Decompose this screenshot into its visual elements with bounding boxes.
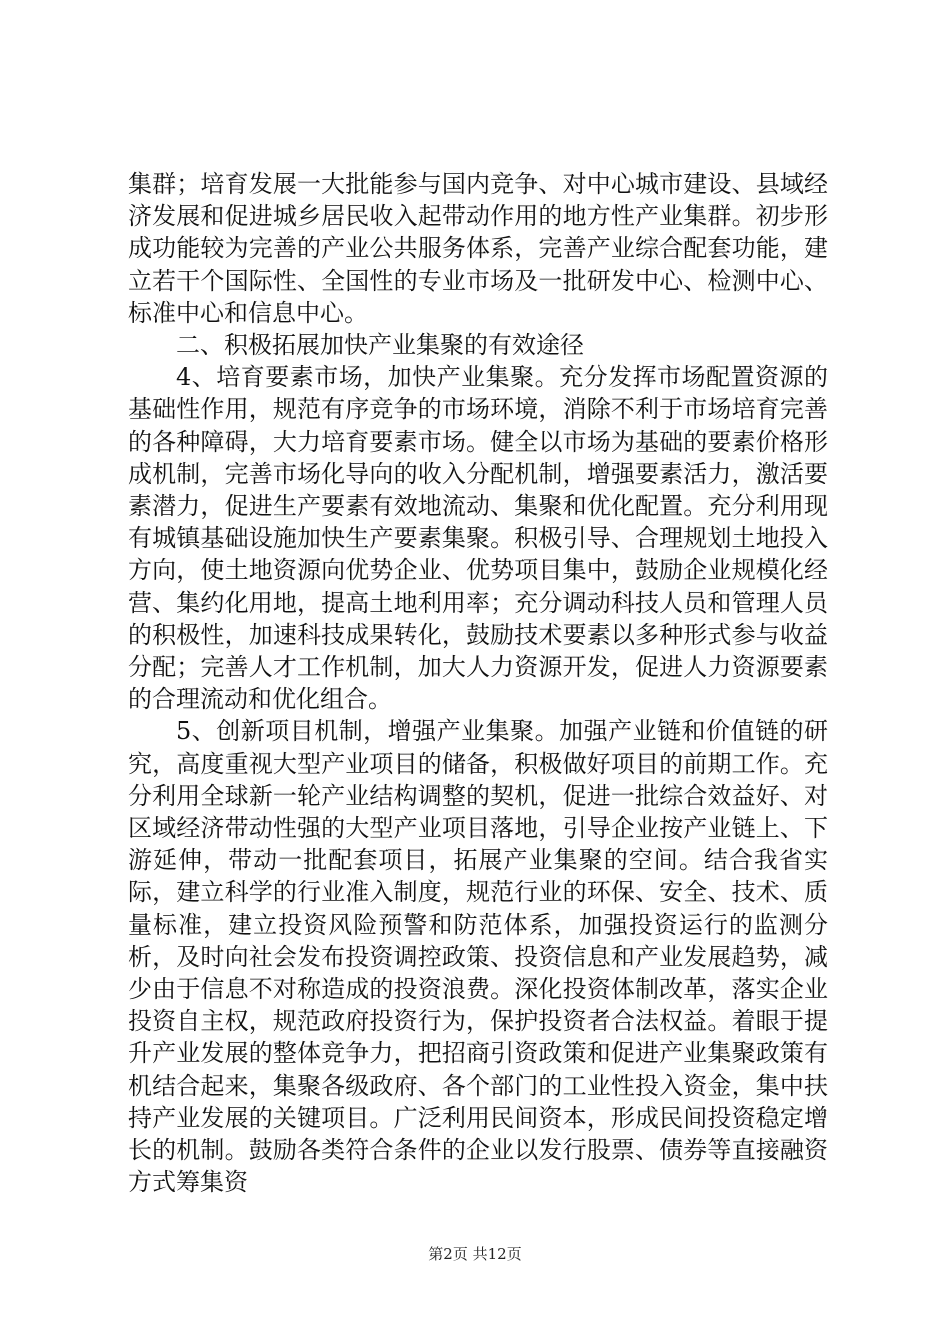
page-footer <box>0 1244 950 1264</box>
paragraph-continuation: 集群；培育发展一大批能参与国内竞争、对中心城市建设、县域经济发展和促进城乡居民收入起带动作用的地方性产业集群。初步形成功能较为完善的产业公共服务体系，完善产业综合配套功能，建立若干个国际性、全国性的专业市场及一批研发中心、检测中心、标准中心和信息中心。 <box>128 170 828 327</box>
paragraph-item-5: 5、创新项目机制，增强产业集聚。加强产业链和价值链的研究，高度重视大型产业项目的储备，积极做好项目的前期工作。充分利用全球新一轮产业结构调整的契机，促进一批综合效益好、对区域经济带动性强的大型产业项目落地，引导企业按产业链上、下游延伸，带动一批配套项目，拓展产业集聚的空间。结合我省实际，建立科学的行业准入制度，规范行业的环保、安全、技术、质量标准，建立投资风险预警和防范体系，加强投资运行的监测分析，及时向社会发布投资调控政策、投资信息和产业发展趋势，减少由于信息不对称造成的投资浪费。深化投资体制改革，落实企业投资自主权，规范政府投资行为，保护投资者合法权益。着眼于提升产业发展的整体竞争力，把招商引资政策和促进产业集聚政策有机结合起来，集聚各级政府、各个部门的工业性投入资金，集中扶持产业发展的关键项目。广泛利用民间资本，形成民间投资稳定增长的机制。鼓励各类符合条件的企业以发行股票、债券等直接融资方式筹集资 <box>128 717 828 1197</box>
section-heading: 二、积极拓展加快产业集聚的有效途径 <box>176 331 584 360</box>
paragraph-item-4: 4、培育要素市场，加快产业集聚。充分发挥市场配置资源的基础性作用，规范有序竞争的市场环境，消除不利于市场培育完善的各种障碍，大力培育要素市场。健全以市场为基础的要素价格形成机制，完善市场化导向的收入分配机制，增强要素活力，激活要素潜力，促进生产要素有效地流动、集聚和优化配置。充分利用现有城镇基础设施加快生产要素集聚。积极引导、合理规划土地投入方向，使土地资源向优势企业、优势项目集中，鼓励企业规模化经营、集约化用地，提高土地利用率；充分调动科技人员和管理人员的积极性，加速科技成果转化，鼓励技术要素以多种形式参与收益分配；完善人才工作机制，加大人力资源开发，促进人力资源要素的合理流动和优化组合。 <box>128 363 828 714</box>
document-body <box>128 168 828 1199</box>
page-number-label: 第2页 共12页 <box>428 1245 522 1263</box>
